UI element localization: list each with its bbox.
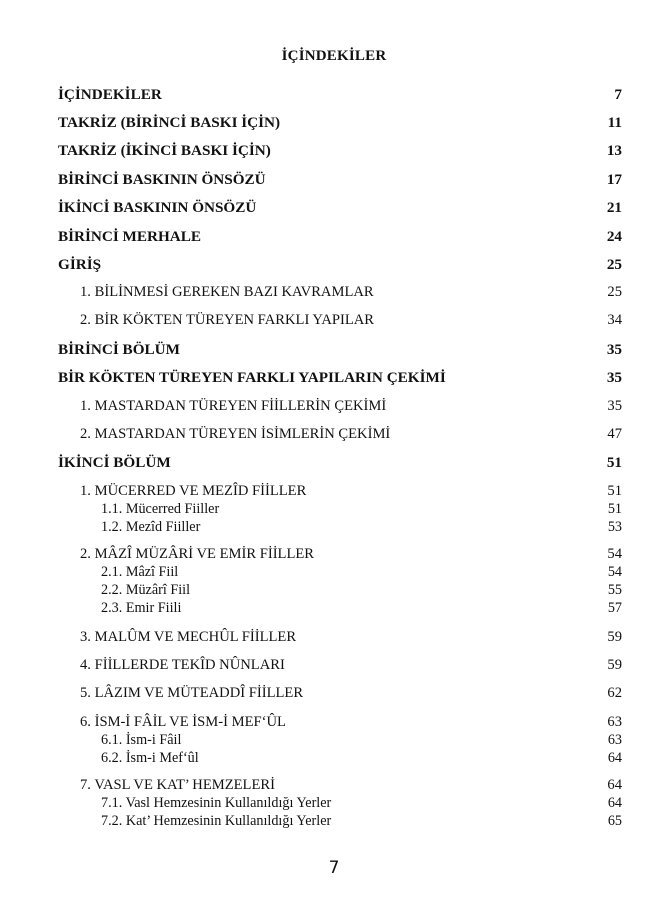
toc-entry[interactable]	[0, 142, 668, 162]
toc-entry[interactable]	[0, 501, 668, 521]
toc-entry-page: 64	[607, 777, 622, 793]
toc-entry-page: 35	[607, 398, 622, 414]
toc-entry[interactable]	[0, 685, 668, 705]
toc-entry-label: BİR KÖKTEN TÜREYEN FARKLI YAPILARIN ÇEKİMİ	[58, 369, 446, 386]
toc-entry-page: 25	[606, 256, 622, 273]
toc-entry-label: İKİNCİ BASKININ ÖNSÖZÜ	[58, 199, 257, 216]
toc-entry-page: 64	[607, 795, 622, 811]
toc-entry[interactable]	[0, 777, 668, 797]
toc-entry-page: 57	[607, 600, 622, 616]
toc-entry[interactable]	[0, 813, 668, 833]
toc-entry-label: 1.1. Mücerred Fiiller	[101, 501, 220, 517]
toc-entry-label: 4. FİİLLERDE TEKÎD NÛNLARI	[80, 657, 285, 673]
toc-entry-page: 63	[607, 714, 622, 730]
toc-entry-page: 7	[614, 86, 622, 103]
toc-entry-label: İÇİNDEKİLER	[58, 86, 162, 103]
toc-entry-page: 35	[606, 369, 622, 386]
toc-entry-page: 63	[607, 732, 622, 748]
toc-entry-label: 1. MASTARDAN TÜREYEN FİİLLERİN ÇEKİMİ	[80, 398, 387, 414]
toc-entry-page: 51	[607, 483, 622, 499]
toc-entry-page: 53	[607, 519, 622, 535]
toc-entry-label: BİRİNCİ MERHALE	[58, 228, 202, 245]
toc-entry-label: 3. MALÛM VE MECHÛL FİİLLER	[80, 629, 297, 645]
toc-entry-page: 17	[606, 171, 622, 188]
toc-entry-label: 6. İSM-İ FÂİL VE İSM-İ MEF‘ÛL	[80, 714, 286, 730]
toc-entry[interactable]	[0, 426, 668, 446]
toc-entry-label: 1. BİLİNMESİ GEREKEN BAZI KAVRAMLAR	[80, 284, 374, 300]
toc-entry[interactable]	[0, 256, 668, 276]
toc-entry[interactable]	[0, 732, 668, 752]
toc-entry[interactable]	[0, 171, 668, 191]
toc-entry-label: 2.1. Mâzî Fiil	[101, 564, 179, 580]
toc-entry-label: 6.2. İsm-i Mef‘ûl	[101, 750, 199, 766]
toc-entry[interactable]	[0, 398, 668, 418]
toc-entry[interactable]	[0, 714, 668, 734]
toc-entry[interactable]	[0, 284, 668, 304]
toc-entry[interactable]	[0, 483, 668, 503]
toc-entry[interactable]	[0, 564, 668, 584]
toc-entry-page: 59	[607, 629, 622, 645]
toc-entry-page: 35	[606, 341, 622, 358]
toc-entry[interactable]	[0, 228, 668, 248]
toc-entry[interactable]	[0, 454, 668, 474]
toc-entry-label: 2. MASTARDAN TÜREYEN İSİMLERİN ÇEKİMİ	[80, 426, 391, 442]
toc-entry-page: 51	[607, 501, 622, 517]
toc-entry-label: 7.1. Vasl Hemzesinin Kullanıldığı Yerler	[101, 795, 332, 811]
toc-entry[interactable]	[0, 312, 668, 332]
toc-entry-page: 13	[606, 142, 622, 159]
toc-entry-page: 59	[607, 657, 622, 673]
toc-entry[interactable]	[0, 795, 668, 815]
toc-entry-label: TAKRİZ (BİRİNCİ BASKI İÇİN)	[58, 114, 281, 131]
toc-entry-label: BİRİNCİ BASKININ ÖNSÖZÜ	[58, 171, 266, 188]
toc-entry[interactable]	[0, 341, 668, 361]
toc-entry-label: 7. VASL VE KAT’ HEMZELERİ	[80, 777, 275, 793]
toc-entry-page: 65	[607, 813, 622, 829]
toc-entry[interactable]	[0, 750, 668, 770]
toc-entry-label: 2. MÂZÎ MÜZÂRİ VE EMİR FİİLLER	[80, 546, 315, 562]
toc-entry[interactable]	[0, 369, 668, 389]
toc-entry[interactable]	[0, 546, 668, 566]
toc-entry[interactable]	[0, 600, 668, 620]
toc-entry-page: 54	[607, 546, 622, 562]
toc-entry-label: 2.3. Emir Fiili	[101, 600, 182, 616]
toc-entry[interactable]	[0, 86, 668, 106]
toc-entry-label: GİRİŞ	[58, 256, 102, 273]
toc-entry-page: 54	[607, 564, 622, 580]
toc-entry-page: 64	[607, 750, 622, 766]
toc-entry-page: 21	[606, 199, 622, 216]
toc-entry[interactable]	[0, 629, 668, 649]
page-title: İÇİNDEKİLER	[281, 48, 387, 64]
page-number: 7	[328, 858, 340, 878]
toc-entry[interactable]	[0, 582, 668, 602]
toc-entry-page: 55	[607, 582, 622, 598]
toc-entry-label: 1. MÜCERRED VE MEZÎD FİİLLER	[80, 483, 307, 499]
toc-entry-page: 62	[607, 685, 622, 701]
toc-entry-label: 2.2. Müzârî Fiil	[101, 582, 191, 598]
toc-entry-page: 47	[607, 426, 622, 442]
toc-entry[interactable]	[0, 657, 668, 677]
toc-entry-label: 7.2. Kat’ Hemzesinin Kullanıldığı Yerler	[101, 813, 332, 829]
toc-entry-label: 1.2. Mezîd Fiiller	[101, 519, 201, 535]
toc-entry[interactable]	[0, 199, 668, 219]
toc-entry-page: 11	[607, 114, 622, 131]
toc-entry-label: İKİNCİ BÖLÜM	[58, 454, 171, 471]
toc-entry-page: 25	[607, 284, 622, 300]
toc-entry-page: 34	[607, 312, 622, 328]
toc-entry-page: 24	[606, 228, 622, 245]
toc-entry-label: TAKRİZ (İKİNCİ BASKI İÇİN)	[58, 142, 271, 159]
toc-entry[interactable]	[0, 519, 668, 539]
toc-entry-page: 51	[606, 454, 622, 471]
toc-entry-label: 6.1. İsm-i Fâil	[101, 732, 182, 748]
toc-entry[interactable]	[0, 114, 668, 134]
toc-entry-label: 2. BİR KÖKTEN TÜREYEN FARKLI YAPILAR	[80, 312, 375, 328]
toc-entry-label: BİRİNCİ BÖLÜM	[58, 341, 180, 358]
toc-entry-label: 5. LÂZIM VE MÜTEADDÎ FİİLLER	[80, 685, 304, 701]
